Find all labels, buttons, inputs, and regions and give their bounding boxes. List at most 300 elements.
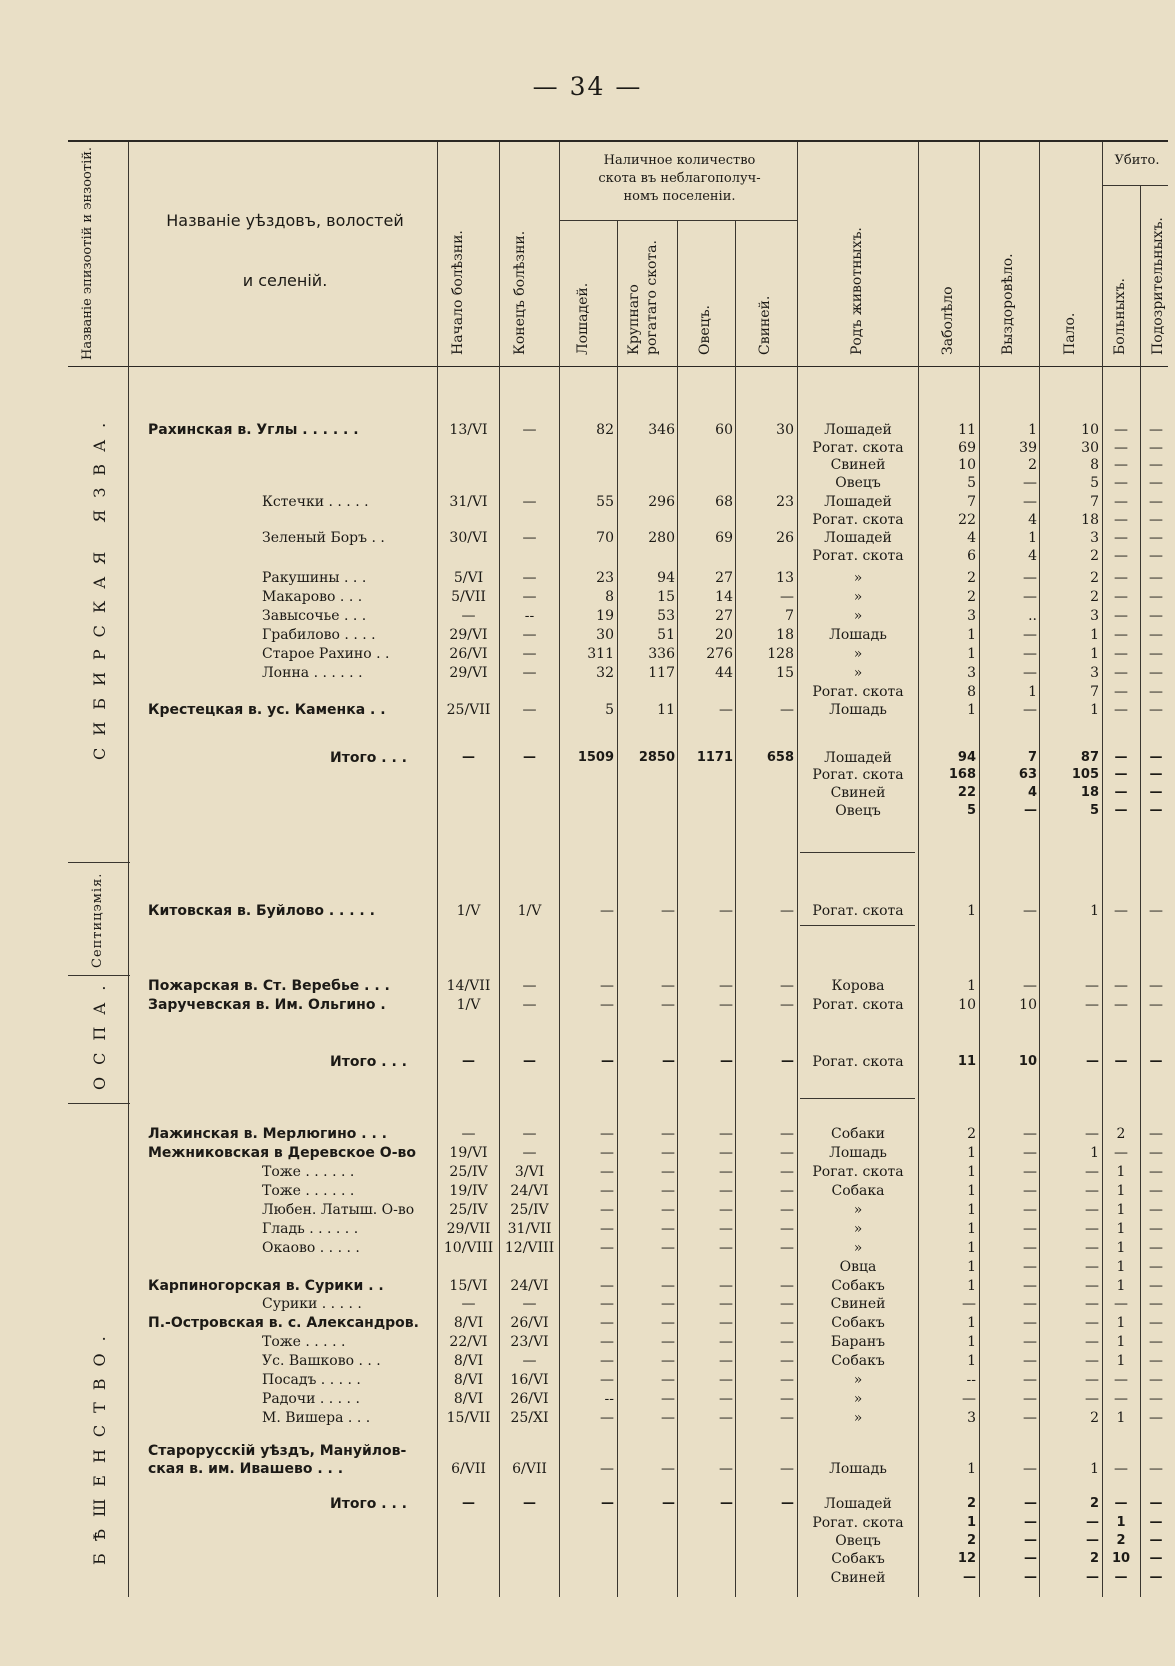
cell-start: 30/VI: [449, 530, 488, 546]
cell-cattle: —: [661, 1164, 675, 1180]
cell-name: Итого . . .: [330, 1496, 407, 1512]
cell-sheep: —: [719, 702, 733, 718]
table-row: [0, 767, 1175, 786]
cell-end: 3/VI: [514, 1164, 545, 1180]
table-row: [0, 589, 1175, 608]
table-row: [0, 1296, 1175, 1315]
cell-end: —: [522, 494, 537, 510]
cell-horses: —: [600, 1164, 614, 1180]
cell-sick: 6: [967, 548, 976, 564]
cell-sheep: —: [719, 1183, 733, 1199]
cell-pigs: —: [781, 1054, 794, 1069]
cell-ks: 1: [1116, 1278, 1126, 1294]
table-row: [0, 1496, 1175, 1515]
cell-sick: 1: [967, 1145, 976, 1161]
cell-sick: 94: [957, 750, 976, 765]
cell-kind: Лошадь: [829, 1145, 887, 1161]
cell-ks: —: [1114, 702, 1128, 718]
cell-ks: —: [1114, 1372, 1128, 1388]
cell-name: Лажинская в. Мерлюгино . . .: [148, 1126, 387, 1142]
cell-ks: —: [1114, 1570, 1128, 1585]
cell-kp: —: [1149, 1353, 1163, 1369]
table-row: [0, 997, 1175, 1016]
cell-name: Старое Рахино . .: [262, 646, 390, 662]
cell-pigs: —: [780, 1221, 794, 1237]
cell-ks: —: [1114, 750, 1128, 765]
cell-pigs: 26: [776, 530, 794, 546]
table-row: [0, 475, 1175, 494]
cell-kind: Лошадей: [824, 530, 892, 546]
cell-end: —: [522, 665, 537, 681]
cell-pigs: —: [780, 997, 794, 1013]
cell-rec: —: [1023, 1353, 1037, 1369]
cell-end: 12/VIII: [504, 1240, 555, 1256]
cell-kind: Рогат. скота: [812, 997, 904, 1013]
cell-rec: —: [1023, 1259, 1037, 1275]
cell-ks: 1: [1116, 1410, 1126, 1426]
cell-sheep: —: [719, 1353, 733, 1369]
section-septicemia: Септицэмiя.: [90, 872, 105, 968]
cell-pigs: —: [780, 702, 794, 718]
table-row: [0, 1183, 1175, 1202]
cell-name: Грабилово . . . .: [262, 627, 376, 643]
cell-end: 26/VI: [510, 1315, 549, 1331]
cell-horses: —: [600, 1353, 614, 1369]
cell-died: 1: [1090, 1461, 1099, 1477]
cell-rec: 10: [1018, 1054, 1037, 1069]
cell-kind: Овецъ: [835, 475, 881, 491]
cell-sheep: —: [719, 1221, 733, 1237]
cell-cattle: —: [661, 1202, 675, 1218]
cell-sheep: 44: [715, 665, 733, 681]
cell-kp: —: [1149, 1126, 1163, 1142]
cell-rec: —: [1023, 1391, 1037, 1407]
cell-kind: Собаки: [831, 1126, 885, 1142]
cell-horses: —: [600, 1126, 614, 1142]
cell-sick: 2: [967, 570, 976, 586]
cell-pigs: —: [780, 978, 794, 994]
cell-sheep: —: [719, 1126, 733, 1142]
cell-kp: —: [1149, 530, 1163, 546]
cell-horses: —: [600, 1315, 614, 1331]
cell-name: Зеленый Боръ . .: [262, 530, 385, 546]
cell-died: 7: [1090, 494, 1099, 510]
cell-rec: —: [1023, 1410, 1037, 1426]
cell-kind: »: [853, 608, 863, 624]
cell-ks: —: [1114, 530, 1128, 546]
cell-ks: —: [1114, 475, 1128, 491]
cell-start: 8/VI: [453, 1353, 484, 1369]
cell-rec: —: [1023, 1183, 1037, 1199]
cell-sick: 10: [958, 457, 976, 473]
cell-kind: Баранъ: [830, 1334, 886, 1350]
cell-kp: —: [1149, 1296, 1163, 1312]
table-row: [0, 803, 1175, 822]
cell-kind: »: [853, 1372, 863, 1388]
cell-name: ская в. им. Ивашево . . .: [148, 1461, 344, 1477]
cell-cattle: —: [661, 903, 675, 919]
cell-sheep: 27: [715, 608, 733, 624]
cell-sick: 4: [967, 530, 976, 546]
cell-cattle: —: [661, 1296, 675, 1312]
cell-pigs: —: [780, 1202, 794, 1218]
cell-kind: Овца: [839, 1259, 877, 1275]
cell-rec: —: [1024, 803, 1037, 818]
cell-name: Завысочье . . .: [262, 608, 367, 624]
cell-died: —: [1085, 1240, 1099, 1256]
cell-pigs: —: [780, 1334, 794, 1350]
cell-start: 14/VII: [446, 978, 491, 994]
cell-pigs: —: [780, 1296, 794, 1312]
cell-horses: 5: [605, 702, 614, 718]
cell-horses: —: [600, 1410, 614, 1426]
cell-rec: —: [1024, 1570, 1037, 1585]
table-row: [0, 1145, 1175, 1164]
table-row: [0, 530, 1175, 549]
cell-ks: —: [1114, 1145, 1128, 1161]
cell-start: 10/VIII: [443, 1240, 494, 1256]
table-row: [0, 1551, 1175, 1570]
cell-pigs: 7: [785, 608, 794, 624]
cell-ks: —: [1114, 978, 1128, 994]
cell-sick: --: [966, 1372, 976, 1388]
cell-kp: —: [1149, 1570, 1163, 1585]
cell-cattle: —: [662, 1496, 675, 1511]
cell-kind: »: [853, 665, 863, 681]
cell-horses: —: [600, 1183, 614, 1199]
cell-sick: 22: [958, 512, 976, 528]
header-killed-suspect: Подозрительныхъ.: [1150, 217, 1166, 355]
cell-died: 18: [1081, 512, 1099, 528]
cell-sick: 1: [967, 1315, 976, 1331]
cell-horses: —: [600, 1202, 614, 1218]
cell-ks: —: [1114, 589, 1128, 605]
cell-died: 1: [1090, 646, 1099, 662]
cell-ks: 1: [1116, 1164, 1126, 1180]
cell-start: 8/VI: [453, 1391, 484, 1407]
cell-rec: ..: [1028, 608, 1037, 624]
cell-sick: —: [963, 1570, 976, 1585]
cell-died: 1: [1090, 903, 1099, 919]
cell-sheep: —: [719, 1410, 733, 1426]
cell-rec: —: [1023, 627, 1037, 643]
cell-kind: Рогат. скота: [812, 548, 904, 564]
cell-horses: 30: [596, 627, 614, 643]
cell-kind: Лошадей: [824, 750, 892, 766]
cell-pigs: —: [780, 589, 794, 605]
cell-kind: Собакъ: [831, 1278, 885, 1294]
cell-died: 10: [1081, 422, 1099, 438]
cell-rec: —: [1023, 1372, 1037, 1388]
section-anthrax: СИБИРСКАЯ ЯЗВА.: [90, 410, 109, 760]
header-sick: Заболѣло: [940, 286, 956, 355]
cell-ks: 1: [1116, 1515, 1126, 1530]
cell-died: —: [1085, 1164, 1099, 1180]
cell-end: —: [523, 750, 536, 765]
cell-ks: 10: [1111, 1551, 1131, 1566]
header-cattle: Крупнаго рогатаго скота.: [626, 240, 660, 355]
table-row: [0, 548, 1175, 567]
cell-name: Старорусскiй уѣздъ, Мануйлов-: [148, 1443, 407, 1459]
cell-name: Итого . . .: [330, 1054, 407, 1070]
cell-start: 13/VI: [449, 422, 488, 438]
header-livestock-1: Наличное количество: [603, 153, 756, 168]
cell-kp: —: [1149, 1410, 1163, 1426]
cell-ks: —: [1114, 1461, 1128, 1477]
cell-kp: —: [1149, 750, 1163, 765]
cell-sheep: —: [719, 1391, 733, 1407]
cell-name: Гладь . . . . . .: [262, 1221, 359, 1237]
cell-sheep: —: [719, 978, 733, 994]
cell-rec: 1: [1028, 684, 1037, 700]
cell-kp: —: [1149, 1391, 1163, 1407]
cell-rec: 4: [1027, 785, 1037, 800]
cell-sick: 3: [967, 1410, 976, 1426]
cell-rec: —: [1023, 494, 1037, 510]
cell-died: —: [1086, 1515, 1099, 1530]
cell-pigs: 23: [776, 494, 794, 510]
cell-cattle: 336: [648, 646, 675, 662]
cell-rec: 2: [1028, 457, 1037, 473]
cell-sheep: —: [719, 903, 733, 919]
cell-died: —: [1085, 1315, 1099, 1331]
cell-ks: 1: [1116, 1221, 1126, 1237]
cell-end: —: [523, 1054, 536, 1069]
top-rule: [68, 140, 1168, 142]
cell-end: —: [522, 422, 537, 438]
cell-pigs: —: [780, 1461, 794, 1477]
cell-died: 1: [1090, 627, 1099, 643]
cell-name: Любен. Латыш. О-во: [262, 1202, 415, 1218]
table-row: [0, 1126, 1175, 1145]
cell-name: Ус. Вашково . . .: [262, 1353, 381, 1369]
cell-kind: Лошадей: [824, 494, 892, 510]
cell-died: 1: [1090, 702, 1099, 718]
cell-horses: —: [600, 1334, 614, 1350]
cell-sick: 2: [966, 1533, 976, 1548]
cell-died: —: [1085, 1202, 1099, 1218]
cell-sick: 1: [967, 903, 976, 919]
cell-died: —: [1085, 997, 1099, 1013]
cell-cattle: 346: [648, 422, 675, 438]
cell-rec: —: [1024, 1533, 1037, 1548]
cell-sheep: —: [719, 1461, 733, 1477]
cell-kind: Собака: [831, 1183, 885, 1199]
cell-cattle: 280: [648, 530, 675, 546]
cell-sick: 69: [958, 440, 976, 456]
cell-name: Кстечки . . . . .: [262, 494, 369, 510]
cell-kp: —: [1149, 1533, 1163, 1548]
cell-kp: —: [1149, 422, 1163, 438]
cell-ks: —: [1114, 422, 1128, 438]
cell-cattle: —: [661, 1461, 675, 1477]
table-row: [0, 512, 1175, 531]
cell-sick: 1: [967, 1183, 976, 1199]
cell-kind: Лошадей: [824, 422, 892, 438]
cell-sheep: 276: [706, 646, 733, 662]
cell-horses: —: [600, 1461, 614, 1477]
cell-cattle: —: [661, 1183, 675, 1199]
cell-died: —: [1085, 1278, 1099, 1294]
cell-name: Тоже . . . . .: [262, 1334, 346, 1350]
cell-sick: 2: [966, 1496, 976, 1511]
cell-kp: —: [1149, 1334, 1163, 1350]
cell-name: Итого . . .: [330, 750, 407, 766]
cell-sick: 168: [948, 767, 976, 782]
cell-kp: —: [1149, 548, 1163, 564]
cell-sick: 1: [967, 1259, 976, 1275]
cell-kp: —: [1149, 1145, 1163, 1161]
table-row: [0, 1570, 1175, 1589]
cell-died: 2: [1089, 1496, 1099, 1511]
cell-died: 30: [1081, 440, 1099, 456]
cell-cattle: —: [661, 1240, 675, 1256]
cell-pigs: —: [780, 1410, 794, 1426]
cell-rec: —: [1023, 978, 1037, 994]
cell-rec: —: [1024, 1515, 1037, 1530]
table-row: [0, 1054, 1175, 1073]
cell-start: —: [461, 608, 476, 624]
cell-ks: —: [1114, 803, 1128, 818]
cell-name: Рахинская в. Углы . . . . . .: [148, 422, 359, 438]
cell-sheep: 60: [715, 422, 733, 438]
table-row: [0, 1278, 1175, 1297]
cell-ks: 1: [1116, 1183, 1126, 1199]
cell-kind: Свиней: [830, 1570, 886, 1586]
cell-died: —: [1085, 1259, 1099, 1275]
cell-rec: —: [1024, 1551, 1037, 1566]
cell-rec: —: [1023, 475, 1037, 491]
cell-sick: 2: [967, 1126, 976, 1142]
table-row: [0, 1164, 1175, 1183]
cell-sick: 1: [967, 1461, 976, 1477]
cell-horses: —: [601, 1496, 614, 1511]
cell-kind: Рогат. скота: [812, 1515, 904, 1531]
cell-pigs: —: [780, 1126, 794, 1142]
cell-kp: —: [1149, 589, 1163, 605]
cell-kp: —: [1149, 646, 1163, 662]
cell-sheep: —: [720, 1054, 733, 1069]
cell-horses: —: [600, 1221, 614, 1237]
cell-kp: —: [1149, 903, 1163, 919]
cell-start: 6/VII: [451, 1461, 486, 1477]
cell-died: —: [1086, 1054, 1099, 1069]
header-killed: Убито.: [1114, 153, 1160, 168]
cell-sick: 1: [967, 1353, 976, 1369]
cell-sheep: 68: [715, 494, 733, 510]
cell-died: 105: [1071, 767, 1099, 782]
cell-end: —: [522, 702, 537, 718]
cell-name: Радочи . . . . .: [262, 1391, 360, 1407]
cell-start: 19/IV: [449, 1183, 488, 1199]
cell-cattle: —: [661, 1145, 675, 1161]
cell-died: —: [1085, 1372, 1099, 1388]
cell-ks: —: [1114, 903, 1128, 919]
cell-sick: 1: [966, 1515, 976, 1530]
cell-name: Пожарская в. Ст. Веребье . . .: [148, 978, 390, 994]
cell-kp: —: [1149, 512, 1163, 528]
cell-horses: —: [600, 903, 614, 919]
cell-kind: Свиней: [830, 457, 886, 473]
cell-sick: 22: [957, 785, 976, 800]
cell-sick: 7: [967, 494, 976, 510]
cell-kp: —: [1149, 978, 1163, 994]
cell-end: —: [522, 646, 537, 662]
section-rabies: БѢШЕНСТВО.: [90, 1324, 109, 1565]
table-row: [0, 570, 1175, 589]
table-row: [0, 1334, 1175, 1353]
cell-kind: »: [853, 1202, 863, 1218]
cell-kp: —: [1149, 1240, 1163, 1256]
cell-horses: —: [600, 997, 614, 1013]
cell-start: 15/VI: [449, 1278, 488, 1294]
cell-end: 25/IV: [510, 1202, 549, 1218]
cell-sheep: —: [719, 997, 733, 1013]
cell-sick: 5: [966, 803, 976, 818]
cell-name: Тоже . . . . . .: [262, 1183, 355, 1199]
cell-sick: 5: [967, 475, 976, 491]
table-row: [0, 978, 1175, 997]
cell-name: Китовская в. Буйлово . . . . .: [148, 903, 375, 919]
cell-start: 15/VII: [446, 1410, 491, 1426]
cell-sheep: 1171: [696, 750, 733, 765]
cell-sick: 1: [967, 1164, 976, 1180]
cell-start: 1/V: [456, 997, 481, 1013]
cell-horses: —: [601, 1054, 614, 1069]
cell-sick: 3: [967, 608, 976, 624]
cell-cattle: —: [661, 1221, 675, 1237]
table-row: [0, 1259, 1175, 1278]
cell-cattle: 2850: [638, 750, 675, 765]
cell-kp: —: [1149, 608, 1163, 624]
cell-pigs: —: [780, 1372, 794, 1388]
cell-died: 3: [1090, 608, 1099, 624]
cell-end: 16/VI: [510, 1372, 549, 1388]
cell-died: 1: [1090, 1145, 1099, 1161]
table-row: [0, 422, 1175, 441]
cell-pigs: —: [780, 1164, 794, 1180]
cell-cattle: 51: [657, 627, 675, 643]
cell-start: —: [462, 1496, 475, 1511]
cell-rec: —: [1023, 1278, 1037, 1294]
cell-ks: 1: [1116, 1315, 1126, 1331]
header-horses: Лошадей.: [575, 282, 591, 355]
cell-kind: Собакъ: [831, 1353, 885, 1369]
cell-start: 31/VI: [449, 494, 488, 510]
cell-kp: —: [1149, 767, 1163, 782]
cell-start: 25/IV: [449, 1164, 488, 1180]
cell-kp: —: [1149, 1515, 1163, 1530]
cell-start: 25/VII: [446, 702, 491, 718]
cell-pigs: 15: [776, 665, 794, 681]
cell-end: 1/V: [517, 903, 542, 919]
cell-start: 26/VI: [449, 646, 488, 662]
cell-kind: Лошадь: [829, 1461, 887, 1477]
cell-ks: 1: [1116, 1259, 1126, 1275]
cell-ks: —: [1114, 646, 1128, 662]
cell-kp: —: [1149, 1221, 1163, 1237]
table-row: [0, 1410, 1175, 1429]
header-start: Начало болѣзни.: [450, 230, 466, 355]
cell-name: Лонна . . . . . .: [262, 665, 363, 681]
cell-kp: —: [1149, 1461, 1163, 1477]
cell-kp: —: [1149, 475, 1163, 491]
cell-kp: —: [1149, 702, 1163, 718]
cell-sheep: 27: [715, 570, 733, 586]
cell-sick: 3: [967, 665, 976, 681]
cell-end: —: [522, 627, 537, 643]
header-kind: Родъ животныхъ.: [849, 227, 865, 355]
